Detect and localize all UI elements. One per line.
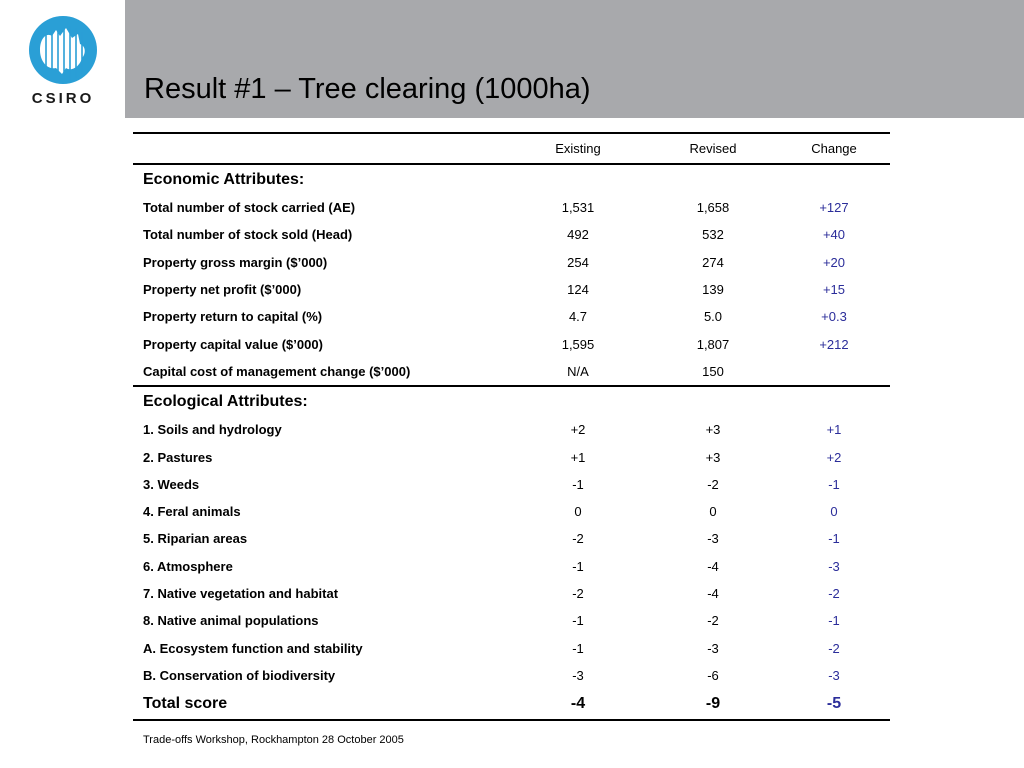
total-score-row [133, 689, 890, 720]
change-value: +127 [819, 200, 849, 216]
table-row [133, 662, 890, 689]
change-value: -2 [828, 640, 840, 656]
table-row [133, 498, 890, 525]
row-label: Capital cost of management change ($’000) [133, 358, 508, 386]
revised-value: 5.0 [703, 309, 723, 325]
column-header-label [133, 133, 508, 164]
column-header-existing: Existing [508, 133, 648, 164]
table-row [133, 249, 890, 276]
row-label: Property net profit ($’000) [143, 282, 302, 298]
revised-value: 139 [702, 282, 724, 298]
existing-value: +2 [570, 422, 586, 438]
revised-value: -2 [707, 476, 719, 492]
row-label: 1. Soils and hydrology [143, 422, 282, 438]
change-value: -1 [828, 476, 840, 492]
row-label: Property return to capital (%) [143, 309, 323, 325]
row-label: Property gross margin ($’000) [143, 254, 328, 270]
existing-value: -1 [572, 613, 584, 629]
table-row [133, 580, 890, 607]
table-row [133, 194, 890, 221]
table-row [133, 607, 890, 634]
column-header-revised: Revised [648, 133, 778, 164]
revised-value: 532 [702, 227, 724, 243]
revised-value: +3 [705, 422, 721, 438]
csiro-globe-icon [22, 14, 104, 86]
row-label: Total number of stock carried (AE) [143, 200, 356, 216]
row-label: 7. Native vegetation and habitat [143, 586, 339, 601]
revised-value: -3 [707, 531, 719, 547]
column-header-change: Change [778, 133, 890, 164]
existing-value: 1,531 [561, 200, 595, 216]
row-label: A. Ecosystem function and stability [143, 640, 363, 656]
revised-value: -4 [707, 586, 719, 601]
change-value: -1 [828, 613, 840, 629]
ecological-section-heading [133, 386, 890, 416]
table-row [133, 634, 890, 661]
row-label: 6. Atmosphere [143, 558, 233, 574]
change-value: +20 [822, 254, 846, 270]
change-value: 0 [830, 504, 838, 520]
existing-value: 492 [567, 227, 589, 243]
revised-value: 1,807 [696, 336, 730, 352]
change-value: +2 [826, 449, 842, 465]
table-row [133, 276, 890, 303]
change-value [778, 358, 890, 386]
table-row [133, 303, 890, 330]
row-label: Property capital value ($’000) [143, 336, 323, 352]
row-label: Total number of stock sold (Head) [143, 227, 353, 243]
change-value: -3 [828, 558, 840, 574]
existing-value: -2 [572, 531, 584, 547]
existing-value: -1 [572, 640, 584, 656]
change-value: -3 [828, 667, 840, 683]
revised-value: +3 [705, 449, 721, 465]
revised-value: -3 [707, 640, 719, 656]
section-heading: Ecological Attributes: [143, 392, 308, 410]
table-row [133, 525, 890, 552]
existing-value: 254 [567, 254, 589, 270]
existing-value: -4 [508, 689, 648, 720]
revised-value: 1,658 [696, 200, 730, 216]
revised-value: -6 [707, 667, 719, 683]
row-label: 8. Native animal populations [143, 613, 319, 629]
existing-value: -1 [572, 558, 584, 574]
change-value: -2 [828, 586, 840, 601]
results-table [133, 132, 890, 721]
table-row [133, 330, 890, 357]
slide-title: Result #1 – Tree clearing (1000ha) [144, 73, 591, 105]
change-value: +1 [826, 422, 842, 438]
existing-value: +1 [570, 449, 586, 465]
revised-value: -9 [648, 689, 778, 720]
existing-value: -1 [572, 476, 584, 492]
existing-value: 1,595 [561, 336, 595, 352]
table-row [133, 358, 890, 386]
change-value: -1 [828, 531, 840, 547]
row-label: 3. Weeds [143, 476, 200, 492]
economic-section-heading [133, 164, 890, 194]
existing-value: 4.7 [568, 309, 588, 325]
change-value: -5 [778, 689, 890, 720]
row-label: B. Conservation of biodiversity [143, 667, 336, 683]
row-label: 4. Feral animals [143, 504, 241, 520]
existing-value: N/A [508, 358, 648, 386]
change-value: +40 [822, 227, 846, 243]
csiro-logo [22, 14, 104, 106]
table-row [133, 221, 890, 248]
existing-value: -3 [572, 667, 584, 683]
revised-value: -4 [707, 558, 719, 574]
change-value: +0.3 [821, 309, 847, 325]
existing-value: -2 [572, 586, 584, 601]
row-label: 5. Riparian areas [143, 531, 248, 547]
section-heading: Economic Attributes: [143, 170, 305, 188]
table-row [133, 443, 890, 470]
change-value: +15 [822, 282, 846, 298]
revised-value: 150 [648, 358, 778, 386]
revised-value: 274 [702, 254, 724, 270]
revised-value: 0 [709, 504, 717, 520]
logo-wordmark: CSIRO [31, 90, 95, 107]
table-row [133, 553, 890, 580]
table-row [133, 416, 890, 443]
change-value: +212 [819, 336, 849, 352]
table-row [133, 471, 890, 498]
revised-value: -2 [707, 613, 719, 629]
existing-value: 124 [567, 282, 589, 298]
row-label: Total score [133, 689, 508, 720]
table-header-row [133, 133, 890, 164]
row-label: 2. Pastures [143, 449, 213, 465]
title-bar [125, 0, 1024, 118]
footer-text: Trade-offs Workshop, Rockhampton 28 October 2005 [143, 734, 404, 746]
existing-value: 0 [574, 504, 582, 520]
